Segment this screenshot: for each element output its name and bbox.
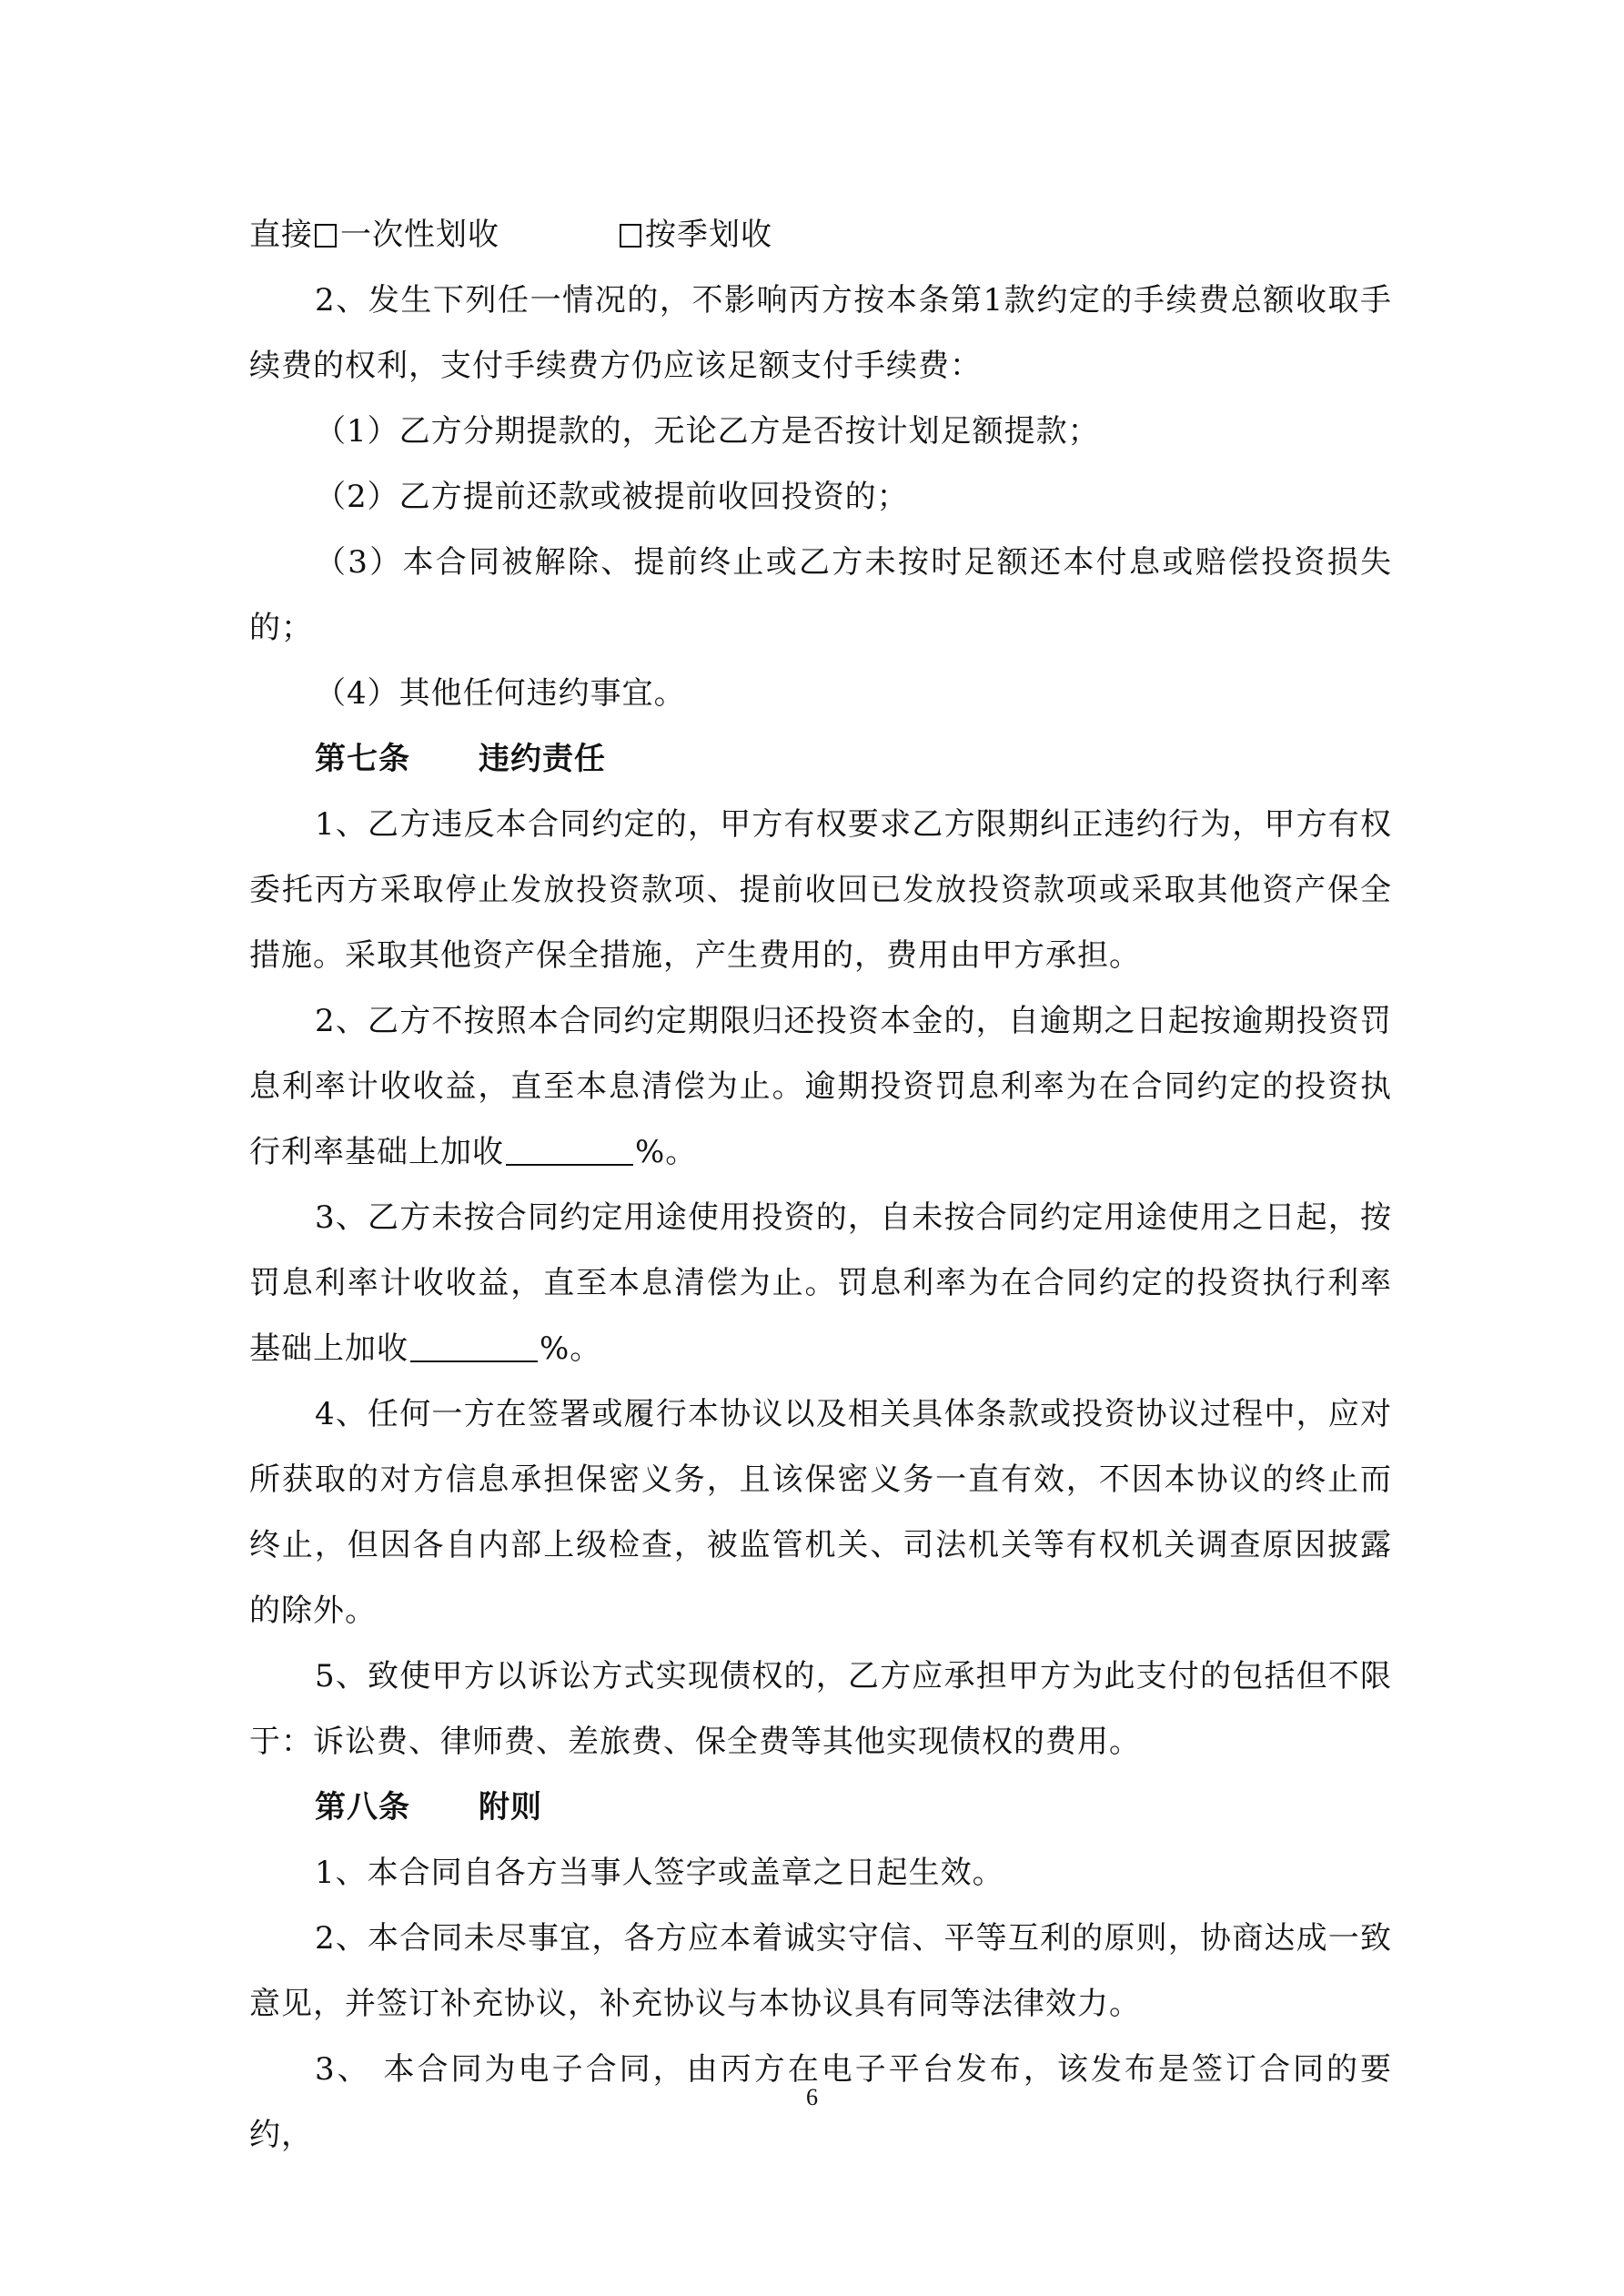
article-7-heading <box>249 726 1392 792</box>
page-number: 6 <box>806 2084 818 2110</box>
checkbox-one-time[interactable] <box>315 224 337 248</box>
article-7-item-3-text: 3、乙方未按合同约定用途使用投资的，自未按合同约定用途使用之日起，按罚息利率计收收益，直至本息清偿为止。罚息利率为在合同约定的投资执行利率基础上加收 <box>249 1199 1392 1367</box>
checkbox-quarterly[interactable] <box>620 224 641 248</box>
article-7-item-3-suffix: %。 <box>540 1330 602 1367</box>
checkbox-one-time-label: 一次性划收 <box>340 217 499 253</box>
article-7-item-1: 1、乙方违反本合同约定的，甲方有权要求乙方限期纠正违约行为，甲方有权委托丙方采取停止发放投资款项、提前收回已发放投资款项或采取其他资产保全措施。采取其他资产保全措施，产生费用的，费用由甲方承担。 <box>249 806 1392 974</box>
checkbox-quarterly-label: 按季划收 <box>645 217 772 253</box>
sub-item-1: （1）乙方分期提款的，无论乙方是否按计划足额提款； <box>315 413 1100 450</box>
article-7-item-4: 4、任何一方在签署或履行本协议以及相关具体条款或投资协议过程中，应对所获取的对方信息承担保密义务，且该保密义务一直有效，不因本协议的终止而终止，但因各自内部上级检查，被监管机关、司法机关等有权机关调查原因披露的除外。 <box>249 1396 1392 1629</box>
article-8-item-2: 2、本合同未尽事宜，各方应本着诚实守信、平等互利的原则，协商达成一致意见，并签订补充协议，补充协议与本协议具有同等法律效力。 <box>249 1920 1392 2022</box>
article-7-number: 第七条 <box>315 741 410 777</box>
article-7-item-2-suffix: %。 <box>635 1134 698 1170</box>
article-8-number: 第八条 <box>315 1789 410 1826</box>
article-8-item-3: 3、 本合同为电子合同，由丙方在电子平台发布，该发布是签订合同的要约， <box>249 2051 1392 2153</box>
article-8-heading <box>249 1775 1392 1840</box>
article-7-item-5: 5、致使甲方以诉讼方式实现债权的，乙方应承担甲方为此支付的包括但不限于：诉讼费、律师费、差旅费、保全费等其他实现债权的费用。 <box>249 1658 1392 1760</box>
article-8-title: 附则 <box>479 1789 542 1826</box>
checkbox-prefix: 直接 <box>249 217 313 253</box>
fee-collection-options <box>249 202 1392 268</box>
document-body <box>249 202 1392 2168</box>
article-8-item-1: 1、本合同自各方当事人签字或盖章之日起生效。 <box>315 1855 1004 1891</box>
sub-item-3: （3）本合同被解除、提前终止或乙方未按时足额还本付息或赔偿投资损失的； <box>249 544 1392 646</box>
article-7-title: 违约责任 <box>479 741 606 777</box>
clause-item-2: 2、发生下列任一情况的，不影响丙方按本条第1款约定的手续费总额收取手续费的权利，支付手续费方仍应该足额支付手续费： <box>249 282 1392 384</box>
article-7-item-3 <box>249 1185 1392 1381</box>
article-7-item-2 <box>249 988 1392 1185</box>
article-7-item-2-text: 2、乙方不按照本合同约定期限归还投资本金的，自逾期之日起按逾期投资罚息利率计收收益，直至本息清偿为止。逾期投资罚息利率为在合同约定的投资执行利率基础上加收 <box>249 1003 1392 1170</box>
sub-item-4: （4）其他任何违约事宜。 <box>315 675 686 712</box>
sub-item-2: （2）乙方提前还款或被提前收回投资的； <box>315 479 909 515</box>
misuse-rate-blank[interactable] <box>410 1333 538 1362</box>
penalty-rate-blank[interactable] <box>506 1137 633 1166</box>
